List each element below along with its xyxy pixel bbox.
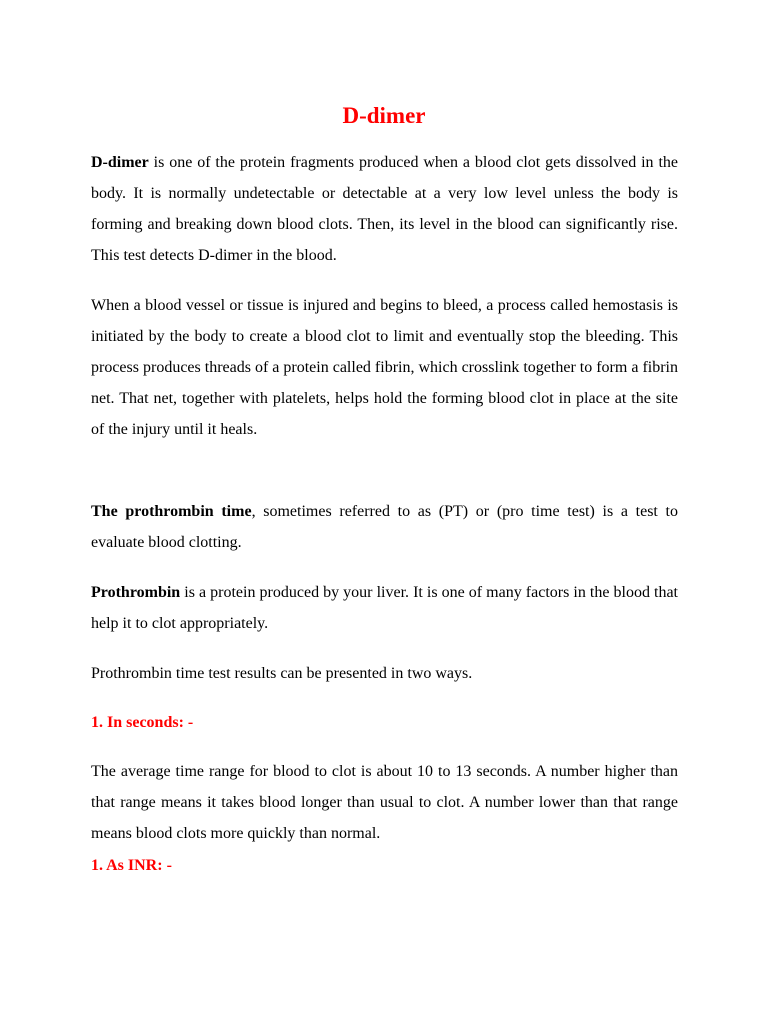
prothrombin-paragraph (91, 577, 678, 639)
results-intro-paragraph (91, 658, 678, 689)
prothrombin-time-paragraph (91, 496, 678, 558)
prothrombin-time-term: The prothrombin time (91, 503, 252, 520)
prothrombin-term: Prothrombin (91, 584, 181, 601)
hemostasis-text: When a blood vessel or tissue is injured and begins to bleed, a process called hemostasis is initiated by the body to create a blood clot to limit and eventually stop the bleeding. This process produces threads of a protein called fibrin, which crosslink together to form a fibrin net. That net, together with platelets, helps hold the forming blood clot in place at the site of the injury until it heals. (91, 297, 678, 438)
d-dimer-definition-paragraph (91, 147, 678, 271)
in-seconds-paragraph (91, 756, 678, 849)
document-title: D-dimer (342, 103, 426, 128)
as-inr-heading: 1. As INR: - (91, 857, 172, 874)
d-dimer-definition-text: is one of the protein fragments produced when a blood clot gets dissolved in the body. It is normally undetectable or detectable at a very low level unless the body is forming and breaking down blood clots. Then, its level in the blood can significantly rise. This test detects D-dimer in the blood. (91, 154, 678, 264)
in-seconds-text: The average time range for blood to clot is about 10 to 13 seconds. A number higher than that range means it takes blood longer than usual to clot. A number lower than that range means blood clots more quickly than normal. (91, 763, 678, 842)
prothrombin-text: is a protein produced by your liver. It is one of many factors in the blood that help it to clot appropriately. (91, 584, 678, 632)
prothrombin-time-text: , sometimes referred to as (PT) or (pro time test) is a test to evaluate blood clotting. (91, 503, 678, 551)
results-intro-text: Prothrombin time test results can be presented in two ways. (91, 665, 473, 682)
in-seconds-heading: 1. In seconds: - (91, 714, 194, 731)
d-dimer-term: D-dimer (91, 154, 149, 171)
hemostasis-paragraph (91, 290, 678, 445)
